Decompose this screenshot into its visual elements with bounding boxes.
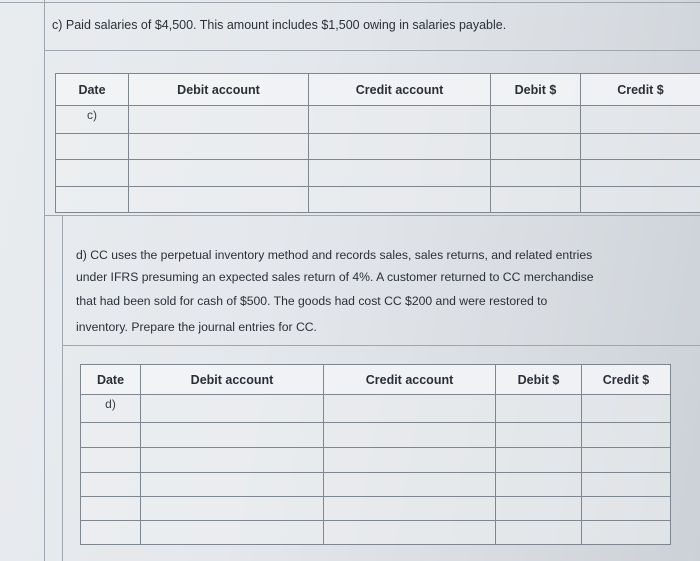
debit-amount-cell[interactable]	[496, 423, 582, 448]
debit-account-cell[interactable]	[141, 423, 324, 448]
credit-amount-cell[interactable]	[582, 423, 671, 448]
table-row	[81, 473, 671, 497]
credit-account-cell[interactable]	[309, 187, 491, 213]
date-cell[interactable]	[56, 134, 129, 160]
debit-amount-cell[interactable]	[496, 497, 582, 521]
table-row	[81, 395, 671, 423]
date-cell[interactable]	[56, 160, 129, 187]
credit-amount-cell[interactable]	[582, 473, 671, 497]
debit-amount-cell[interactable]	[491, 160, 581, 187]
credit-amount-cell[interactable]	[581, 106, 700, 134]
debit-account-cell[interactable]	[141, 395, 324, 423]
credit-amount-cell[interactable]	[582, 395, 671, 423]
credit-account-cell[interactable]	[324, 473, 496, 497]
debit-amount-cell[interactable]	[491, 134, 581, 160]
credit-amount-cell[interactable]	[581, 160, 700, 187]
table-row	[56, 187, 700, 213]
date-cell[interactable]	[81, 448, 141, 473]
debit-amount-cell[interactable]	[496, 448, 582, 473]
table-row	[56, 106, 700, 134]
debit-account-cell[interactable]	[141, 473, 324, 497]
credit-amount-cell[interactable]	[582, 497, 671, 521]
column-header-debit-account: Debit account	[141, 365, 324, 395]
column-header-date: Date	[56, 74, 129, 106]
credit-account-cell[interactable]	[309, 134, 491, 160]
column-header-credit-account: Credit account	[309, 74, 491, 106]
date-cell[interactable]	[81, 423, 141, 448]
column-header-debit: Debit $	[491, 74, 581, 106]
debit-account-cell[interactable]	[141, 521, 324, 545]
debit-account-cell[interactable]	[141, 448, 324, 473]
column-header-debit-account: Debit account	[129, 74, 309, 106]
table-row	[81, 448, 671, 473]
table-header-row	[56, 74, 700, 106]
divider	[62, 345, 700, 346]
divider	[0, 2, 700, 3]
credit-account-cell[interactable]	[324, 521, 496, 545]
debit-account-cell[interactable]	[129, 160, 309, 187]
question-d-line-3: that had been sold for cash of $500. The goods had cost CC $200 and were restored to	[76, 294, 548, 308]
question-c-text: c) Paid salaries of $4,500. This amount includes $1,500 owing in salaries payable.	[52, 18, 507, 32]
credit-amount-cell[interactable]	[581, 187, 700, 213]
date-cell[interactable]	[81, 473, 141, 497]
credit-account-cell[interactable]	[324, 448, 496, 473]
credit-account-cell[interactable]	[309, 160, 491, 187]
credit-account-cell[interactable]	[324, 423, 496, 448]
credit-amount-cell[interactable]	[582, 521, 671, 545]
debit-amount-cell[interactable]	[496, 521, 582, 545]
journal-table-c	[55, 73, 700, 213]
table-row	[81, 497, 671, 521]
table-row	[81, 423, 671, 448]
date-cell[interactable]: d)	[81, 395, 141, 423]
table-row	[56, 160, 700, 187]
divider	[62, 215, 63, 561]
credit-account-cell[interactable]	[309, 106, 491, 134]
date-cell[interactable]	[56, 187, 129, 213]
debit-amount-cell[interactable]	[496, 395, 582, 423]
debit-account-cell[interactable]	[129, 106, 309, 134]
question-d-line-2: under IFRS presuming an expected sales return of 4%. A customer returned to CC merchandise	[76, 270, 594, 284]
credit-amount-cell[interactable]	[582, 448, 671, 473]
debit-account-cell[interactable]	[129, 187, 309, 213]
column-header-credit-account: Credit account	[324, 365, 496, 395]
date-cell[interactable]	[81, 497, 141, 521]
debit-amount-cell[interactable]	[496, 473, 582, 497]
journal-table-d	[80, 364, 671, 545]
credit-amount-cell[interactable]	[581, 134, 700, 160]
debit-account-cell[interactable]	[129, 134, 309, 160]
credit-account-cell[interactable]	[324, 497, 496, 521]
divider	[44, 215, 700, 216]
date-cell[interactable]: c)	[56, 106, 129, 134]
credit-account-cell[interactable]	[324, 395, 496, 423]
column-header-credit: Credit $	[582, 365, 671, 395]
table-row	[56, 134, 700, 160]
table-header-row	[81, 365, 671, 395]
column-header-date: Date	[81, 365, 141, 395]
question-d-line-1: d) CC uses the perpetual inventory method and records sales, sales returns, and related entries	[76, 248, 593, 262]
table-row	[81, 521, 671, 545]
date-cell[interactable]	[81, 521, 141, 545]
debit-account-cell[interactable]	[141, 497, 324, 521]
divider	[44, 0, 45, 561]
debit-amount-cell[interactable]	[491, 187, 581, 213]
column-header-debit: Debit $	[496, 365, 582, 395]
divider	[44, 50, 700, 51]
debit-amount-cell[interactable]	[491, 106, 581, 134]
column-header-credit: Credit $	[581, 74, 700, 106]
question-d-line-4: inventory. Prepare the journal entries for CC.	[76, 320, 317, 334]
